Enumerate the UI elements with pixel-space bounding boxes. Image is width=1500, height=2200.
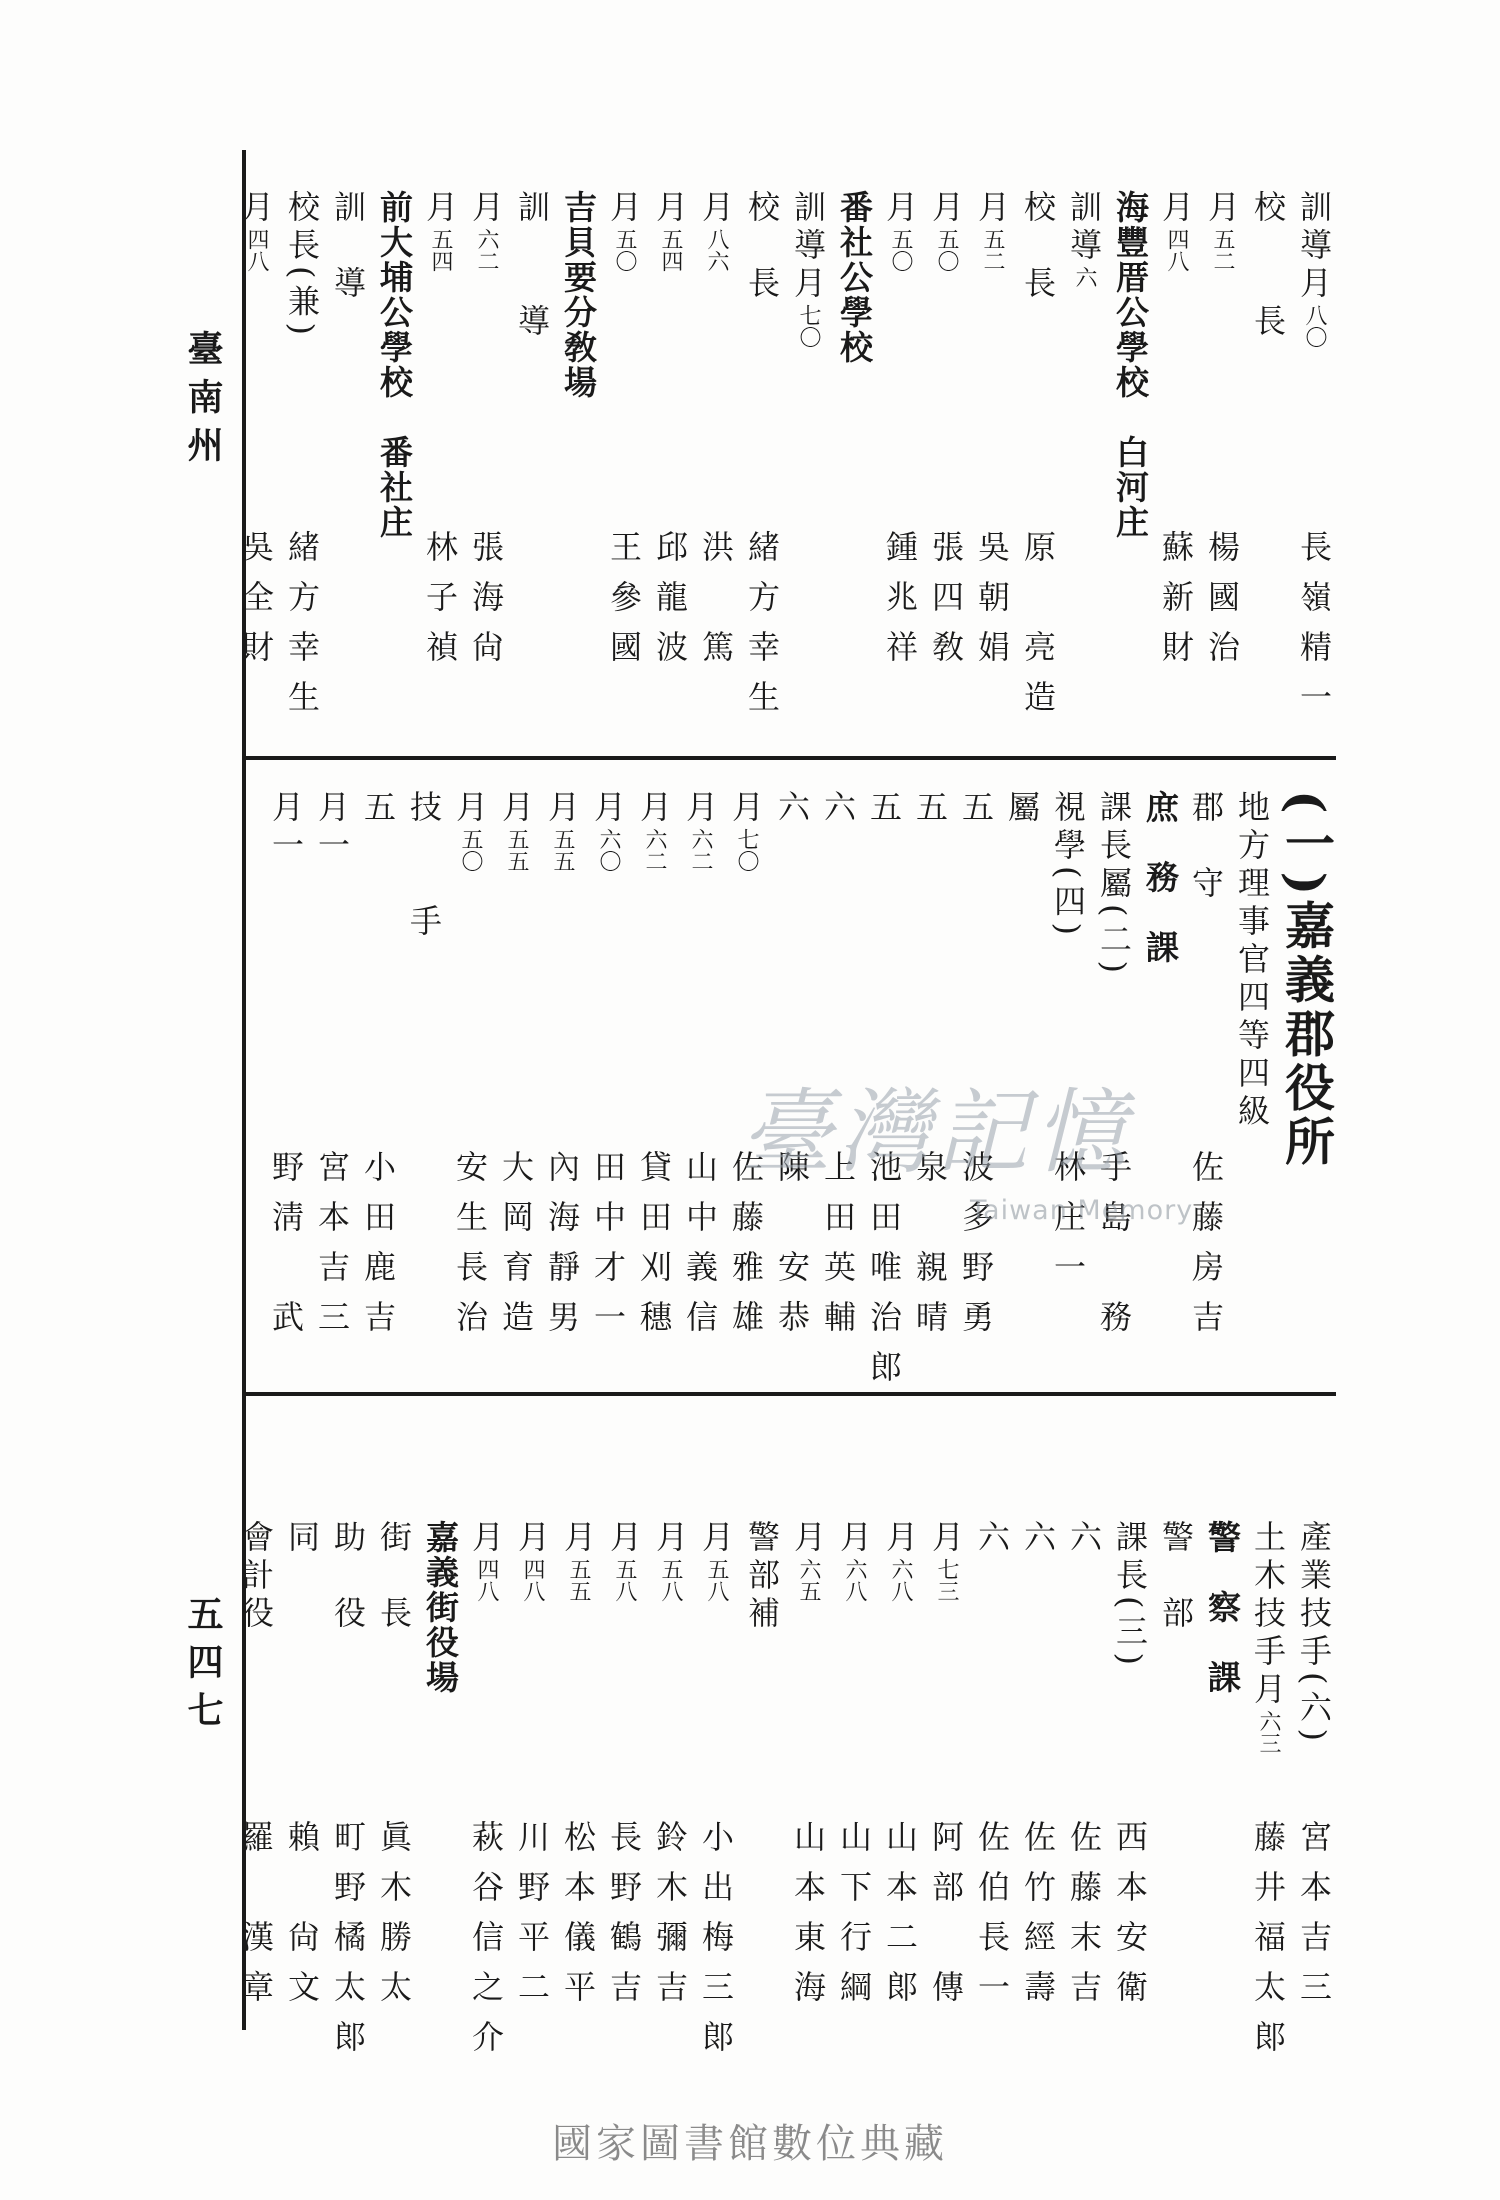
person-name: 藤井福太郞	[1249, 1820, 1287, 2070]
role-label: 土木技手月	[1249, 1520, 1287, 1710]
role-label: 校長(兼)	[283, 190, 321, 341]
role-label: 月	[681, 790, 719, 828]
person-name: 張四敎	[927, 530, 965, 680]
person-name: 王參國	[605, 530, 643, 680]
role-label: 月	[543, 790, 581, 828]
roster-entry	[602, 190, 646, 750]
role-label: 月	[1203, 190, 1241, 228]
salary-grade: 五五	[550, 828, 575, 872]
role-label: 月	[467, 190, 505, 228]
salary-grade: 六二	[688, 828, 713, 872]
roster-entry	[832, 1520, 876, 2020]
person-name: 野淸 武	[267, 1150, 305, 1350]
role-label: 月	[635, 790, 673, 828]
role-label: 同	[283, 1520, 321, 1558]
person-name: 川野平二	[513, 1820, 551, 2020]
role-label: 月	[513, 1520, 551, 1558]
salary-grade: 五〇	[612, 228, 637, 272]
role-label: 視學(四)	[1049, 790, 1087, 941]
role-label: 課長屬(二)	[1095, 790, 1133, 979]
person-name: 山本二郞	[881, 1820, 919, 2020]
salary-grade: 八〇	[1302, 304, 1327, 348]
roster-entry	[326, 1520, 370, 2070]
salary-grade: 五五	[504, 828, 529, 872]
role-label: 月	[651, 1520, 689, 1558]
person-name: 宮本吉三	[1295, 1820, 1333, 2020]
role-label: 校 長	[1019, 190, 1057, 304]
roster-entry	[1108, 1520, 1152, 2020]
roster-entry	[1016, 1520, 1060, 2020]
roster-entry	[632, 790, 676, 1385]
salary-grade: 四八	[520, 1558, 545, 1602]
person-name: 手島 務	[1095, 1150, 1133, 1350]
salary-grade: 五五	[566, 1558, 591, 1602]
role-label: 技 手	[405, 790, 443, 942]
person-name: 佐竹經壽	[1019, 1820, 1057, 2020]
salary-grade: 七〇	[796, 304, 821, 348]
roster-entry	[1154, 1520, 1198, 2020]
role-label: 月	[559, 1520, 597, 1558]
roster-entry	[678, 790, 722, 1385]
roster-entry	[372, 1520, 416, 2020]
role-label: 五	[911, 790, 949, 828]
person-name: 楊國治	[1203, 530, 1241, 680]
roster-entry	[556, 1520, 600, 2020]
person-name: 長嶺精一	[1295, 530, 1333, 730]
role-label: 月	[927, 1520, 965, 1558]
person-name: 林子禎	[421, 530, 459, 680]
role-label: 警部補	[743, 1520, 781, 1634]
person-name: 吳朝娟	[973, 530, 1011, 680]
salary-grade: 五二	[980, 228, 1005, 272]
person-name: 西本安衛	[1111, 1820, 1149, 2020]
person-name: 林庄一	[1049, 1150, 1087, 1300]
salary-grade: 七三	[934, 1558, 959, 1602]
person-name: 貸田刈穗	[635, 1150, 673, 1350]
person-name: 羅 漢章	[237, 1820, 275, 2020]
office-heading: (一)嘉義郡役所	[1277, 790, 1336, 1170]
roster-entry	[1246, 190, 1290, 750]
person-name: 緒方幸生	[283, 530, 321, 730]
role-label: 月一	[267, 790, 305, 866]
role-label: 月	[697, 1520, 735, 1558]
role-label: 月	[467, 1520, 505, 1558]
salary-grade: 七〇	[734, 828, 759, 872]
institution-heading: 庶 務 課	[1141, 790, 1180, 965]
salary-grade: 六二	[474, 228, 499, 272]
person-name: 吳全財	[237, 530, 275, 680]
person-name: 眞木勝太	[375, 1820, 413, 2020]
salary-grade: 五四	[428, 228, 453, 272]
roster-entry	[448, 790, 492, 1385]
salary-grade: 四八	[1164, 228, 1189, 272]
roster-entry	[1200, 190, 1244, 750]
role-label: 課長(三)	[1111, 1520, 1149, 1671]
person-name: 宮本吉三	[313, 1150, 351, 1350]
role-label: 街 長	[375, 1520, 413, 1634]
roster-entry	[280, 1520, 324, 2020]
role-label: 地方理事官四等四級	[1233, 790, 1271, 1132]
institution-heading: 吉貝要分敎場	[559, 190, 598, 400]
salary-grade: 六〇	[596, 828, 621, 872]
role-label: 月	[835, 1520, 873, 1558]
role-label: 郡 守	[1187, 790, 1225, 904]
role-label: 月	[927, 190, 965, 228]
roster-entry	[648, 1520, 692, 2020]
role-label: 五	[957, 790, 995, 828]
salary-grade: 五八	[704, 1558, 729, 1602]
roster-entry	[694, 1520, 738, 2070]
role-label: 訓 導	[329, 190, 367, 304]
role-label: 月	[605, 1520, 643, 1558]
salary-grade: 四八	[474, 1558, 499, 1602]
person-name: 山中義信	[681, 1150, 719, 1350]
role-label: 月	[497, 790, 535, 828]
roster-entry	[234, 190, 278, 750]
institution-heading: 海豐厝公學校 白河庄	[1111, 190, 1150, 540]
role-label: 訓導月	[1295, 190, 1333, 304]
salary-grade: 六八	[888, 1558, 913, 1602]
role-label: 月	[605, 190, 643, 228]
roster-entry	[970, 1520, 1014, 2020]
person-name: 山下行綱	[835, 1820, 873, 2020]
roster-entry	[310, 790, 354, 1385]
roster-entry	[648, 190, 692, 750]
person-name: 泉 親晴	[911, 1150, 949, 1350]
person-name: 上田英輔	[819, 1150, 857, 1350]
salary-grade: 五四	[658, 228, 683, 272]
role-label: 訓導	[1065, 190, 1103, 266]
role-label: 六	[1019, 1520, 1057, 1558]
person-name: 松本儀平	[559, 1820, 597, 2020]
person-name: 長野鶴吉	[605, 1820, 643, 2020]
section-divider-middle	[246, 1392, 1336, 1396]
roster-entry	[970, 190, 1014, 750]
salary-grade: 六五	[796, 1558, 821, 1602]
person-name: 安生長治	[451, 1150, 489, 1350]
salary-grade: 六八	[842, 1558, 867, 1602]
roster-entry	[602, 1520, 646, 2020]
role-label: 月	[237, 190, 275, 228]
role-label: 月	[589, 790, 627, 828]
salary-grade: 五二	[1210, 228, 1235, 272]
roster-entry	[280, 190, 324, 750]
role-label: 六	[819, 790, 857, 828]
role-label: 月	[789, 1520, 827, 1558]
roster-entry	[264, 790, 308, 1385]
person-name: 佐伯長一	[973, 1820, 1011, 2020]
person-name: 小出梅三郞	[697, 1820, 735, 2070]
person-name: 小田鹿吉	[359, 1150, 397, 1350]
role-label: 六	[1065, 1520, 1103, 1558]
role-label: 月一	[313, 790, 351, 866]
salary-grade: 五八	[658, 1558, 683, 1602]
person-name: 鈴木彌吉	[651, 1820, 689, 2020]
roster-entry	[878, 1520, 922, 2020]
roster-entry	[464, 190, 508, 750]
person-name: 內海靜男	[543, 1150, 581, 1350]
person-name: 池田唯治郎	[865, 1150, 903, 1400]
roster-entry	[1292, 1520, 1336, 2020]
prefecture-label: 臺南州	[182, 330, 224, 474]
watermark-subtitle: Taiwan Memory	[970, 1195, 1194, 1226]
person-name: 緒方幸生	[743, 530, 781, 730]
institution-heading: 番社公學校	[835, 190, 874, 365]
salary-grade: 五八	[612, 1558, 637, 1602]
role-label: 月	[881, 190, 919, 228]
roster-entry	[1246, 1520, 1290, 2070]
salary-grade: 五〇	[458, 828, 483, 872]
role-label: 月	[1157, 190, 1195, 228]
person-name: 山本東海	[789, 1820, 827, 2020]
salary-grade: 八六	[704, 228, 729, 272]
roster-entry	[1292, 190, 1336, 750]
role-label: 屬	[1003, 790, 1041, 828]
person-name: 阿部 傳	[927, 1820, 965, 2020]
footer-credit: 國家圖書館數位典藏	[552, 2121, 948, 2167]
role-label: 警 部	[1157, 1520, 1195, 1634]
roster-entry	[540, 790, 584, 1385]
roster-entry	[418, 190, 462, 750]
role-label: 五	[359, 790, 397, 828]
salary-grade: 六	[1072, 266, 1097, 288]
institution-heading: 前大埔公學校 番社庄	[375, 190, 414, 540]
roster-entry	[510, 1520, 554, 2020]
institution-heading: 警 察 課	[1203, 1520, 1242, 1695]
person-name: 邱龍波	[651, 530, 689, 680]
person-name: 原 亮造	[1019, 530, 1057, 730]
role-label: 月	[727, 790, 765, 828]
roster-entry	[234, 1520, 278, 2020]
person-name: 萩谷信之介	[467, 1820, 505, 2070]
roster-entry	[1062, 190, 1106, 750]
role-label: 月	[973, 190, 1011, 228]
roster-entry	[924, 190, 968, 750]
role-label: 月	[697, 190, 735, 228]
roster-entry	[740, 1520, 784, 2020]
role-label: 六	[973, 1520, 1011, 1558]
section-schools	[237, 190, 1336, 750]
salary-grade: 四八	[244, 228, 269, 272]
roster-entry	[510, 190, 554, 750]
role-label: 月	[881, 1520, 919, 1558]
roster-entry	[740, 190, 784, 750]
role-label: 產業技手(六)	[1295, 1520, 1333, 1747]
person-name: 佐藤房吉	[1187, 1150, 1225, 1350]
person-name: 波多野勇	[957, 1150, 995, 1350]
institution-heading: 嘉義街役場	[421, 1520, 460, 1695]
roster-entry	[786, 1520, 830, 2020]
role-label: 訓導月	[789, 190, 827, 304]
person-name: 陳 安恭	[773, 1150, 811, 1350]
watermark-text: 臺灣記憶	[740, 1079, 1133, 1186]
roster-entry	[464, 1520, 508, 2070]
roster-entry	[878, 190, 922, 750]
roster-entry	[1016, 190, 1060, 750]
section-divider-top	[246, 756, 1336, 760]
role-label: 會計役	[237, 1520, 275, 1634]
roster-entry	[924, 1520, 968, 2020]
section-police-town	[237, 1520, 1336, 2070]
salary-grade: 五〇	[934, 228, 959, 272]
roster-entry	[402, 790, 446, 1385]
role-label: 五	[865, 790, 903, 828]
person-name: 大岡育造	[497, 1150, 535, 1350]
person-name: 佐藤雅雄	[727, 1150, 765, 1350]
salary-grade: 六三	[1256, 1710, 1281, 1754]
salary-grade: 五〇	[888, 228, 913, 272]
person-name: 田中才一	[589, 1150, 627, 1350]
roster-entry	[1062, 1520, 1106, 2020]
role-label: 校 長	[743, 190, 781, 304]
person-name: 賴 尙文	[283, 1820, 321, 2020]
roster-entry	[786, 190, 830, 750]
person-name: 佐藤末吉	[1065, 1820, 1103, 2020]
roster-entry	[694, 190, 738, 750]
role-label: 月	[651, 190, 689, 228]
role-label: 月	[451, 790, 489, 828]
roster-entry	[1154, 190, 1198, 750]
salary-grade: 六二	[642, 828, 667, 872]
role-label: 六	[773, 790, 811, 828]
person-name: 蘇新財	[1157, 530, 1195, 680]
roster-entry	[356, 790, 400, 1385]
person-name: 鍾兆祥	[881, 530, 919, 680]
role-label: 校 長	[1249, 190, 1287, 342]
roster-entry	[494, 790, 538, 1385]
roster-entry	[326, 190, 370, 750]
person-name: 張海尙	[467, 530, 505, 680]
roster-entry	[586, 790, 630, 1385]
person-name: 町野橘太郞	[329, 1820, 367, 2070]
page-number: 五四七	[182, 1595, 224, 1739]
role-label: 月	[421, 190, 459, 228]
role-label: 助 役	[329, 1520, 367, 1634]
person-name: 洪 篤	[697, 530, 735, 680]
role-label: 訓 導	[513, 190, 551, 342]
